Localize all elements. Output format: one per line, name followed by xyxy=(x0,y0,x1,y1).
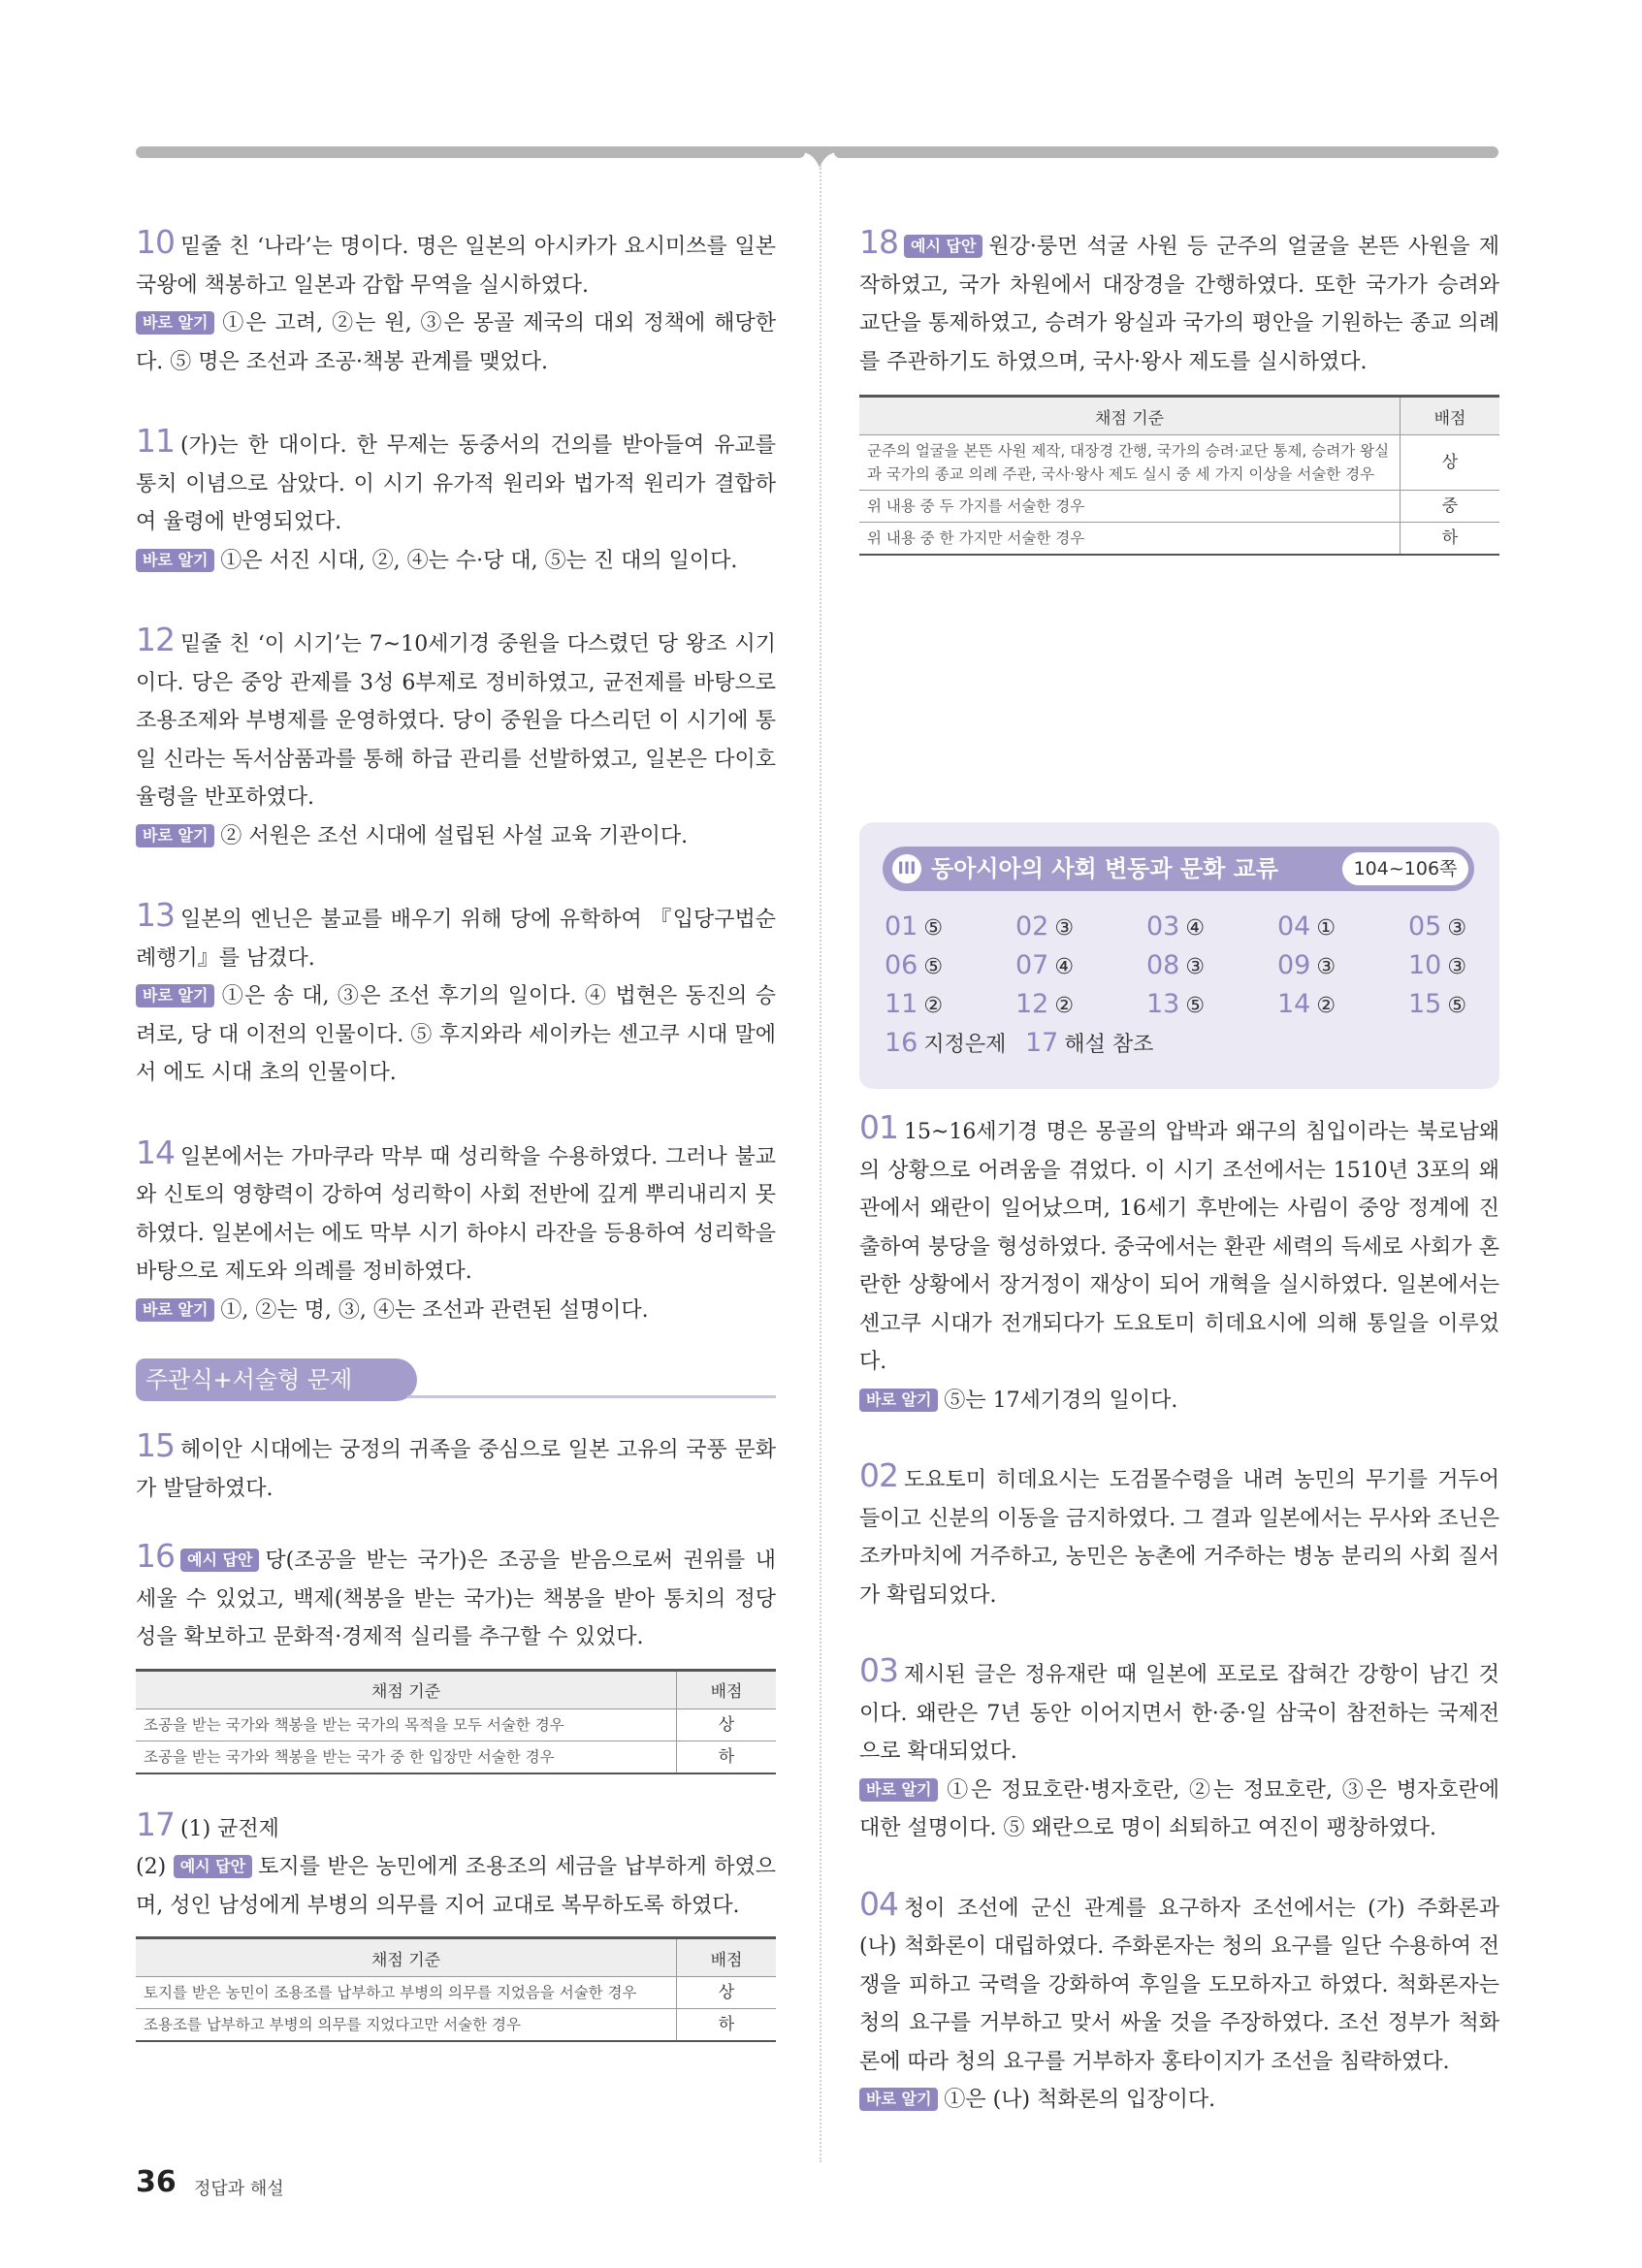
top-bar-left xyxy=(136,146,805,158)
top-bar-right xyxy=(834,146,1498,158)
criteria-header: 채점 기준 xyxy=(136,1938,677,1977)
answer-number: 05 xyxy=(1408,911,1442,942)
item-text: 밑줄 친 ‘이 시기’는 7~10세기경 중원을 다스렸던 당 왕조 시기이다. 당은 중앙 관제를 3성 6부제로 정비하였고, 균전제를 바탕으로 조용조제와 부병제를 운영하였다. 당이 중원을 다스리던 이 시기에 통일 신라는 독서삼품과를 통해 하급 관리를 선발하였고, 일본은 다이호 율령을 반포하였다. xyxy=(136,632,776,810)
answer-cell xyxy=(1277,950,1336,980)
answer-value: ⑤ xyxy=(923,916,944,941)
example-badge: 예시 답안 xyxy=(180,1549,259,1572)
table-row xyxy=(136,1741,776,1773)
item-text: 도요토미 히데요시는 도검몰수령을 내려 농민의 무기를 거두어들이고 신분의 이동을 금지하였다. 그 결과 일본에서는 무사와 조닌은 조카마치에 거주하고, 농민은 농촌에 거주하는 병농 분리의 사회 질서가 확립되었다. xyxy=(859,1468,1499,1608)
item-number: 17 xyxy=(136,1805,175,1843)
answer-item-18 xyxy=(859,223,1499,556)
answer-value: ⑤ xyxy=(923,955,944,979)
baro-text: ①은 송 대, ③은 조선 후기의 일이다. ④ 법현은 동진의 승려로, 당 대 이전의 인물이다. ⑤ 후지와라 세이카는 센고쿠 시대 말에서 에도 시대 초의 인물이다. xyxy=(136,984,776,1085)
item-text: 일본의 엔닌은 불교를 배우기 위해 당에 유학하여 『입당구법순례행기』를 남겼다. xyxy=(136,908,776,971)
baro-text: ①은 정묘호란·병자호란, ②는 정묘호란, ③은 병자호란에 대한 설명이다. ⑤ 왜란으로 명이 쇠퇴하고 여진이 팽창하였다. xyxy=(859,1777,1499,1840)
item-part1: (1) 균전제 xyxy=(180,1816,279,1841)
answer-number: 09 xyxy=(1277,950,1311,980)
criteria-header: 채점 기준 xyxy=(136,1670,677,1709)
answer-cell xyxy=(885,1028,1006,1058)
answer-value: ⑤ xyxy=(1185,994,1206,1018)
answer-number: 07 xyxy=(1015,950,1049,980)
answer-cell xyxy=(1408,989,1466,1019)
item-text: 당(조공을 받는 국가)은 조공을 받음으로써 권위를 내세울 수 있었고, 백제(책봉을 받는 국가)는 책봉을 받아 통치의 정당성을 확보하고 문화적·경제적 실리를 추구할 수 있었다. xyxy=(136,1549,776,1649)
answer-number: 16 xyxy=(885,1028,918,1058)
answer-value: 지정은제 xyxy=(923,1033,1007,1057)
baro-badge: 바로 알기 xyxy=(859,1389,938,1412)
score-cell: 하 xyxy=(677,1741,777,1773)
table-row xyxy=(136,2009,776,2042)
answer-item-16 xyxy=(136,1537,776,1774)
item-number: 14 xyxy=(136,1133,175,1171)
grading-table-17 xyxy=(136,1936,776,2042)
answer-cell xyxy=(885,989,943,1019)
explanation-02 xyxy=(859,1456,1499,1614)
item-text: 제시된 글은 정유재란 때 일본에 포로로 잡혀간 강항이 남긴 것이다. 왜란은 7년 동안 이어지면서 한·중·일 삼국이 참전하는 국제전으로 확대되었다. xyxy=(859,1663,1499,1764)
right-column-top xyxy=(859,223,1499,556)
answer-cell xyxy=(1025,1028,1153,1058)
baro-badge: 바로 알기 xyxy=(136,1298,214,1322)
answer-cell xyxy=(1408,950,1466,980)
criteria-cell: 조공을 받는 국가와 책봉을 받는 국가 중 한 입장만 서술한 경우 xyxy=(136,1741,677,1773)
answer-item-14 xyxy=(136,1134,776,1330)
unit-number: III xyxy=(892,854,921,883)
answer-value: ② xyxy=(1316,994,1336,1018)
item-number: 12 xyxy=(136,621,175,658)
unit-title: 동아시아의 사회 변동과 문화 교류 xyxy=(931,855,1278,882)
baro-text: ①, ②는 명, ③, ④는 조선과 관련된 설명이다. xyxy=(220,1297,649,1323)
table-row xyxy=(859,435,1499,491)
item-number: 13 xyxy=(136,896,175,934)
item-text: (가)는 한 대이다. 한 무제는 동중서의 건의를 받아들여 유교를 통치 이념으로 삼았다. 이 시기 유가적 원리와 법가적 원리가 결합하여 율령에 반영되었다. xyxy=(136,433,776,534)
answer-value: ③ xyxy=(1316,955,1336,979)
table-row xyxy=(859,523,1499,556)
answer-number: 04 xyxy=(1277,911,1311,942)
answer-cell xyxy=(1146,950,1205,980)
score-cell: 하 xyxy=(677,2009,777,2042)
criteria-cell: 군주의 얼굴을 본뜬 사원 제작, 대장경 간행, 국가의 승려·교단 통제, 승려가 왕실과 국가의 종교 의례 주관, 국사·왕사 제도 실시 중 세 가지 이상을 서술한 경우 xyxy=(859,435,1401,491)
answer-value: ② xyxy=(923,994,944,1018)
baro-text: ①은 고려, ②는 원, ③은 몽골 제국의 대외 정책에 해당한다. ⑤ 명은 조선과 조공·책봉 관계를 맺었다. xyxy=(136,311,776,374)
answer-value: ④ xyxy=(1185,916,1206,941)
answer-cell xyxy=(1015,950,1074,980)
answer-number: 02 xyxy=(1015,911,1049,942)
table-row xyxy=(136,1977,776,2009)
baro-badge: 바로 알기 xyxy=(136,824,214,847)
explanation-03 xyxy=(859,1651,1499,1848)
answer-cell xyxy=(1015,989,1074,1019)
footer-label: 정답과 해설 xyxy=(194,2179,284,2199)
answer-number: 03 xyxy=(1146,911,1180,942)
answer-number: 17 xyxy=(1025,1028,1059,1058)
answer-number: 10 xyxy=(1408,950,1442,980)
answer-value: 해설 참조 xyxy=(1064,1033,1154,1057)
answer-item-15 xyxy=(136,1426,776,1508)
answer-summary-box xyxy=(859,822,1499,1089)
criteria-cell: 위 내용 중 한 가지만 서술한 경우 xyxy=(859,523,1401,556)
item-number: 04 xyxy=(859,1884,898,1923)
column-divider xyxy=(820,165,821,2162)
explanation-04 xyxy=(859,1885,1499,2120)
baro-badge: 바로 알기 xyxy=(859,2088,938,2111)
baro-text: ② 서원은 조선 시대에 설립된 사설 교육 기관이다. xyxy=(220,823,689,848)
answer-item-12 xyxy=(136,621,776,855)
score-cell: 중 xyxy=(1401,491,1500,523)
answer-value: ② xyxy=(1054,994,1075,1018)
item-number: 15 xyxy=(136,1426,175,1464)
criteria-cell: 조용조를 납부하고 부병의 의무를 지었다고만 서술한 경우 xyxy=(136,2009,677,2042)
table-row xyxy=(859,491,1499,523)
score-cell: 상 xyxy=(1401,435,1500,491)
answer-value: ① xyxy=(1316,916,1336,941)
answer-number: 06 xyxy=(885,950,918,980)
grading-table-18 xyxy=(859,395,1499,556)
answer-value: ③ xyxy=(1447,955,1467,979)
baro-badge: 바로 알기 xyxy=(136,311,214,335)
item-part2-label: (2) xyxy=(136,1855,167,1879)
answer-item-17 xyxy=(136,1805,776,2043)
score-header: 배점 xyxy=(677,1670,777,1709)
score-cell: 상 xyxy=(677,1977,777,2009)
section-title: 주관식+서술형 문제 xyxy=(136,1358,417,1401)
answer-number: 11 xyxy=(885,989,918,1019)
answer-value: ③ xyxy=(1185,955,1206,979)
answer-value: ④ xyxy=(1054,955,1075,979)
answer-cell xyxy=(1146,989,1205,1019)
answer-item-10 xyxy=(136,223,776,381)
answer-value: ③ xyxy=(1054,916,1075,941)
answer-cell xyxy=(1146,911,1205,942)
item-text: 15~16세기경 명은 몽골의 압박과 왜구의 침입이라는 북로남왜의 상황으로 어려움을 겪었다. 이 시기 조선에서는 1510년 3포의 왜관에서 왜란이 일어났으며, 16세기 후반에는 사림이 중앙 정계에 진출하여 붕당을 형성하였다. 중국에서는 환관 세력의 득세로 사회가 혼란한 상황에서 장거정이 재상이 되어 개혁을 실시하였다. 일본에서는 센고쿠 시대가 전개되다가 도요토미 히데요시에 의해 통일을 이루었다. xyxy=(859,1120,1499,1374)
answer-cell xyxy=(885,911,943,942)
page-range: 104~106쪽 xyxy=(1342,852,1468,885)
item-number: 03 xyxy=(859,1651,898,1689)
item-number: 02 xyxy=(859,1456,898,1494)
criteria-cell: 조공을 받는 국가와 책봉을 받는 국가의 목적을 모두 서술한 경우 xyxy=(136,1709,677,1741)
answer-number: 01 xyxy=(885,911,918,942)
section-banner xyxy=(136,1358,776,1403)
item-number: 18 xyxy=(859,223,898,261)
answer-cell xyxy=(1408,911,1466,942)
answer-cell xyxy=(885,950,943,980)
right-column-bottom xyxy=(859,1108,1499,2120)
item-number: 10 xyxy=(136,223,175,261)
answer-number: 14 xyxy=(1277,989,1311,1019)
table-row xyxy=(136,1709,776,1741)
item-text: 헤이안 시대에는 궁정의 귀족을 중심으로 일본 고유의 국풍 문화가 발달하였다. xyxy=(136,1438,776,1501)
answer-item-11 xyxy=(136,422,776,580)
example-badge: 예시 답안 xyxy=(174,1855,252,1878)
item-text: 밑줄 친 ‘나라’는 명이다. 명은 일본의 아시카가 요시미쓰를 일본 국왕에 책봉하고 일본과 감합 무역을 실시하였다. xyxy=(136,235,776,298)
answer-number: 08 xyxy=(1146,950,1180,980)
grading-table-16 xyxy=(136,1669,776,1774)
score-header: 배점 xyxy=(677,1938,777,1977)
item-text: 원강·룽먼 석굴 사원 등 군주의 얼굴을 본뜬 사원을 제작하였고, 국가 차원에서 대장경을 간행하였다. 또한 국가가 승려와 교단을 통제하였고, 승려가 왕실과 국가의 평안을 기원하는 종교 의례를 주관하기도 하였으며, 국사·왕사 제도를 실시하였다. xyxy=(859,235,1499,374)
item-text: 일본에서는 가마쿠라 막부 때 성리학을 수용하였다. 그러나 불교와 신토의 영향력이 강하여 성리학이 사회 전반에 깊게 뿌리내리지 못하였다. 일본에서는 에도 막부 시기 하야시 라잔을 등용하여 성리학을 바탕으로 제도와 의례를 정비하였다. xyxy=(136,1144,776,1284)
answer-cell xyxy=(1015,911,1074,942)
baro-text: ①은 (나) 척화론의 입장이다. xyxy=(944,2088,1216,2112)
baro-badge: 바로 알기 xyxy=(136,549,214,572)
baro-badge: 바로 알기 xyxy=(859,1778,938,1802)
baro-text: ⑤는 17세기경의 일이다. xyxy=(944,1388,1178,1413)
section-rule xyxy=(407,1395,776,1398)
page-number: 36 xyxy=(136,2165,177,2199)
answer-box-header xyxy=(883,847,1474,891)
example-badge: 예시 답안 xyxy=(904,235,982,258)
item-number: 16 xyxy=(136,1537,175,1575)
score-cell: 하 xyxy=(1401,523,1500,556)
answer-item-13 xyxy=(136,896,776,1093)
item-text: 토지를 받은 농민에게 조용조의 세금을 납부하게 하였으며, 성인 남성에게 부병의 의무를 지어 교대로 복무하도록 하였다. xyxy=(136,1855,776,1918)
baro-text: ①은 서진 시대, ②, ④는 수·당 대, ⑤는 진 대의 일이다. xyxy=(220,548,738,573)
item-number: 11 xyxy=(136,422,175,460)
item-text: 청이 조선에 군신 관계를 요구하자 조선에서는 (가) 주화론과 (나) 척화론이 대립하였다. 주화론자는 청의 요구를 일단 수용하여 전쟁을 피하고 국력을 강화하여 후일을 도모하자고 하였다. 척화론자는 청의 요구를 거부하고 맞서 싸울 것을 주장하였다. 조선 정부가 척화론에 따라 청의 요구를 거부하자 홍타이지가 조선을 침략하였다. xyxy=(859,1896,1499,2074)
criteria-cell: 위 내용 중 두 가지를 서술한 경우 xyxy=(859,491,1401,523)
answer-number: 12 xyxy=(1015,989,1049,1019)
criteria-header: 채점 기준 xyxy=(859,397,1401,435)
answer-number: 13 xyxy=(1146,989,1180,1019)
answer-value: ③ xyxy=(1447,916,1467,941)
score-header: 배점 xyxy=(1401,397,1500,435)
baro-badge: 바로 알기 xyxy=(136,984,214,1007)
answer-value: ⑤ xyxy=(1447,994,1467,1018)
answer-number: 15 xyxy=(1408,989,1442,1019)
left-column xyxy=(136,223,776,2042)
score-cell: 상 xyxy=(677,1709,777,1741)
criteria-cell: 토지를 받은 농민이 조용조를 납부하고 부병의 의무를 지었음을 서술한 경우 xyxy=(136,1977,677,2009)
answer-cell xyxy=(1277,989,1336,1019)
answer-cell xyxy=(1277,911,1336,942)
item-number: 01 xyxy=(859,1108,898,1146)
explanation-01 xyxy=(859,1108,1499,1420)
